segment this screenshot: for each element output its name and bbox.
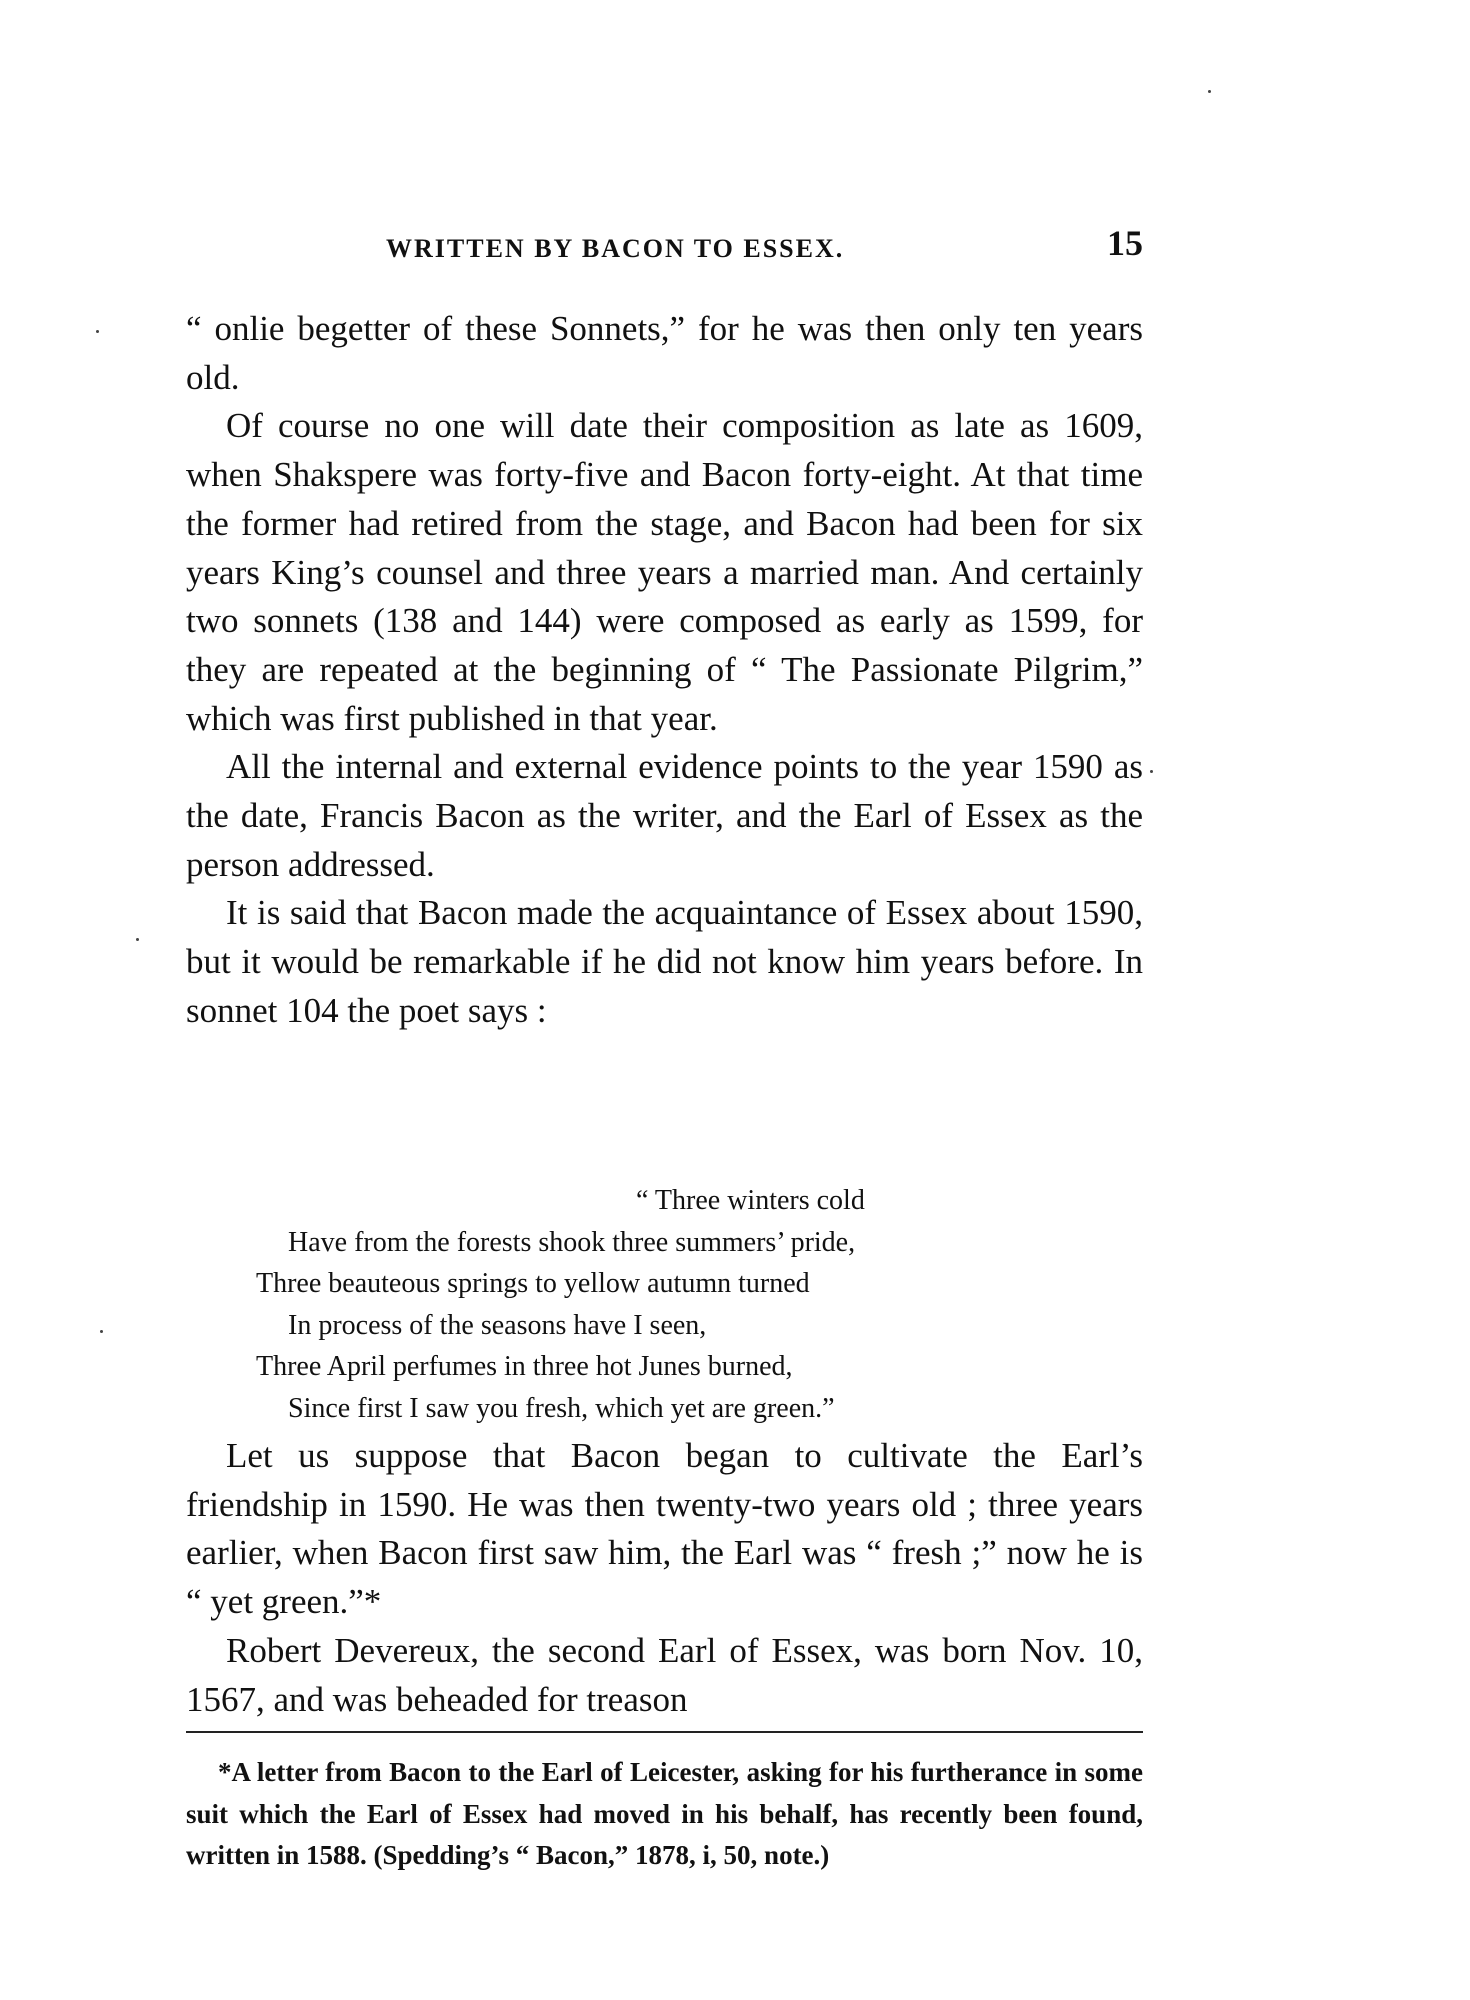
paragraph: It is said that Bacon made the acquaintance of Essex about 1590, but it would be remarkable if he did not know him years before. In sonnet 104 the poet says : [186, 893, 1143, 1030]
verse-line: Have from the forests shook three summers’ pride, [288, 1226, 856, 1258]
footnote [186, 1752, 1143, 1877]
footnote-text: *A letter from Bacon to the Earl of Leicester, asking for his furtherance in some suit which the Earl of Essex had moved in his behalf, has recently been found, written in 1588. (Spedding’s “ Bacon,” 1878, i, 50, note.) [186, 1757, 1143, 1870]
footnote-rule [186, 1731, 1143, 1733]
page-header [186, 222, 1143, 268]
verse-line: “ Three winters cold [636, 1185, 865, 1216]
verse-line: Three beauteous springs to yellow autumn turned [256, 1268, 810, 1299]
verse-line: Since first I saw you fresh, which yet are green.” [288, 1392, 835, 1424]
main-text-continued [186, 1432, 1143, 1724]
paragraph: Robert Devereux, the second Earl of Essex, was born Nov. 10, 1567, and was beheaded for treason [186, 1630, 1143, 1719]
scan-speck [136, 938, 139, 941]
verse-line: In process of the seasons have I seen, [288, 1309, 707, 1341]
paragraph: All the internal and external evidence points to the year 1590 as the date, Francis Bacon as the writer, and the Earl of Essex as the person addressed. [186, 747, 1143, 884]
main-text [186, 305, 1143, 1036]
scan-speck [1208, 90, 1211, 93]
running-title: WRITTEN BY BACON TO ESSEX. [386, 234, 845, 263]
scan-speck [96, 330, 99, 333]
verse-line: Three April perfumes in three hot Junes burned, [256, 1351, 793, 1382]
sonnet-quotation [186, 1180, 1143, 1429]
page-number: 15 [1107, 223, 1143, 263]
paragraph: Let us suppose that Bacon began to cultivate the Earl’s friendship in 1590. He was then twenty-two years old ; three years earlier, when Bacon first saw him, the Earl was “ fresh ;” now he is “ yet green.”* [186, 1436, 1143, 1622]
paragraph: Of course no one will date their composition as late as 1609, when Shakspere was forty-five and Bacon forty-eight. At that time the former had retired from the stage, and Bacon had been for six years King’s counsel and three years a married man. And certainly two sonnets (138 and 144) were composed as early as 1599, for they are repeated at the beginning of “ The Passionate Pilgrim,” which was first published in that year. [186, 406, 1143, 738]
scan-speck [100, 1330, 103, 1333]
scan-speck [1150, 770, 1153, 773]
paragraph: “ onlie begetter of these Sonnets,” for he was then only ten years old. [186, 309, 1143, 397]
